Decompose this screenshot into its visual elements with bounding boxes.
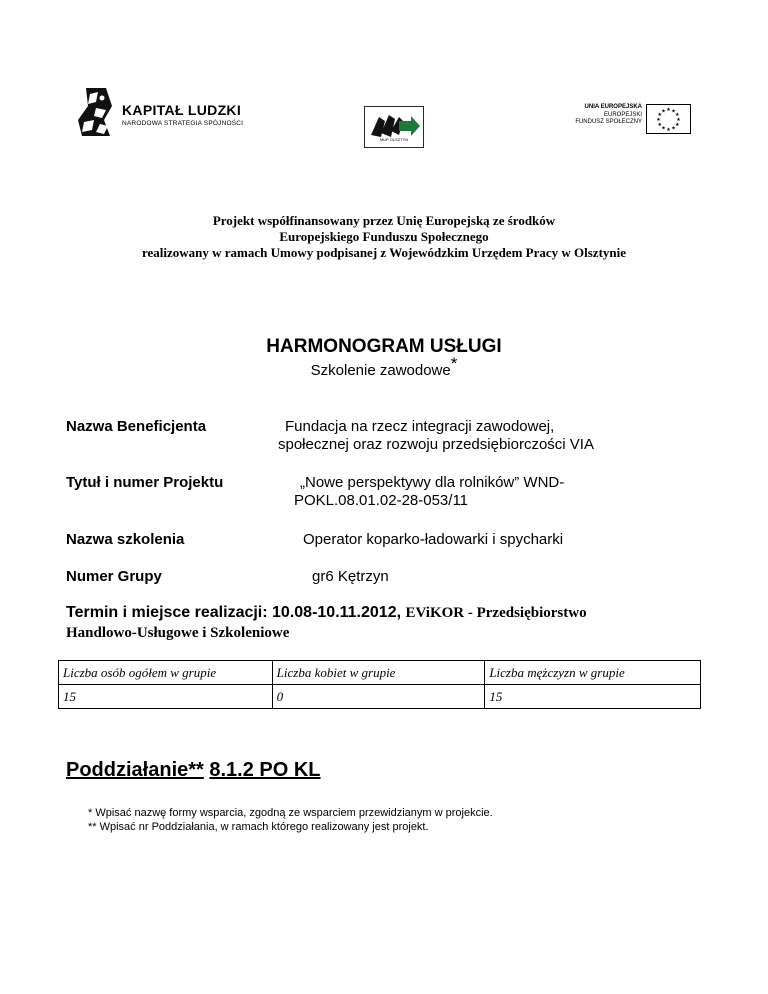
- funding-line-3: realizowany w ramach Umowy podpisanej z Wojewódzkim Urzędem Pracy w Olsztynie: [141, 245, 627, 260]
- eu-line1: UNIA EUROPEJSKA: [584, 104, 642, 110]
- table-cell: 15: [485, 685, 701, 709]
- svg-text:★: ★: [666, 107, 671, 113]
- svg-text:★: ★: [656, 117, 661, 123]
- table-cell: 15: [59, 685, 273, 709]
- svg-text:★: ★: [674, 112, 680, 118]
- svg-text:★: ★: [661, 108, 666, 115]
- kapital-ludzki-title: KAPITAŁ LUDZKI: [122, 102, 242, 118]
- mup-olsztyn-caption: MUP OLSZTYN: [379, 137, 409, 142]
- svg-text:★: ★: [671, 108, 676, 115]
- poddzialanie-label: Poddziałanie**: [66, 759, 204, 781]
- eu-line2: EUROPEJSKI: [603, 111, 642, 118]
- table-cell: 0: [272, 685, 485, 709]
- table-row: [59, 685, 701, 709]
- eu-logo: [560, 104, 690, 134]
- svg-text:★: ★: [657, 112, 663, 118]
- svg-text:★: ★: [676, 117, 681, 123]
- svg-text:★: ★: [661, 125, 666, 132]
- svg-text:★: ★: [666, 127, 671, 133]
- subtitle-text: Szkolenie zawodowe: [310, 362, 451, 379]
- projekt-label: Tytuł i numer Projektu: [66, 474, 224, 491]
- grupa-label: Numer Grupy: [66, 568, 162, 585]
- termin-place-line1: EViKOR - Przedsiębiorstwo: [405, 605, 587, 621]
- table-header-row: [59, 661, 701, 685]
- eu-text: [560, 104, 642, 127]
- beneficjent-value-line1: Fundacja na rzecz integracji zawodowej,: [285, 418, 555, 435]
- kapital-ludzki-subtitle: NARODOWA STRATEGIA SPÓJNOŚCI: [122, 120, 244, 127]
- poddzialanie: [66, 759, 321, 782]
- group-stats-table: [58, 660, 701, 709]
- grupa-value: gr6 Kętrzyn: [312, 568, 389, 585]
- table-header-cell: Liczba mężczyzn w grupie: [485, 661, 701, 685]
- footnote-2: ** Wpisać nr Poddziałania, w ramach którego realizowany jest projekt.: [88, 821, 429, 833]
- projekt-value-line1: „Nowe perspektywy dla rolników” WND-: [300, 474, 565, 491]
- mup-olsztyn-logo: [364, 106, 424, 148]
- beneficjent-label: Nazwa Beneficjenta: [66, 418, 207, 435]
- kapital-ludzki-emblem-icon: [76, 86, 116, 138]
- termin-line: [66, 604, 587, 622]
- termin-dates: 10.08-10.11.2012,: [272, 604, 402, 621]
- poddzialanie-value: 8.1.2 PO KL: [209, 759, 321, 781]
- funding-line-2: Europejskiego Funduszu Społecznego: [279, 229, 489, 244]
- svg-text:★: ★: [674, 122, 680, 128]
- eu-line3: FUNDUSZ SPOŁECZNY: [575, 119, 642, 125]
- termin-label: Termin i miejsce realizacji:: [66, 604, 268, 621]
- table-header-cell: Liczba kobiet w grupie: [272, 661, 485, 685]
- eu-flag-icon: [646, 104, 691, 134]
- szkolenie-label: Nazwa szkolenia: [66, 531, 185, 548]
- footnote-1: * Wpisać nazwę formy wsparcia, zgodną ze wsparciem przewidzianym w projekcie.: [88, 807, 493, 819]
- svg-text:★: ★: [671, 125, 676, 132]
- kapital-ludzki-logo: [76, 86, 246, 138]
- document-title: HARMONOGRAM USŁUGI: [266, 336, 502, 357]
- szkolenie-value: Operator koparko-ładowarki i spycharki: [303, 531, 564, 548]
- document-subtitle: [0, 354, 768, 379]
- svg-text:★: ★: [657, 122, 663, 128]
- termin-place-line2: Handlowo-Usługowe i Szkoleniowe: [66, 625, 290, 641]
- beneficjent-value-line2: społecznej oraz rozwoju przedsiębiorczości VIA: [278, 436, 594, 453]
- projekt-value-line2: POKL.08.01.02-28-053/11: [294, 492, 469, 509]
- funding-line-1: Projekt współfinansowany przez Unię Europejską ze środków: [212, 213, 556, 228]
- subtitle-asterisk: *: [450, 354, 458, 373]
- table-header-cell: Liczba osób ogółem w grupie: [59, 661, 273, 685]
